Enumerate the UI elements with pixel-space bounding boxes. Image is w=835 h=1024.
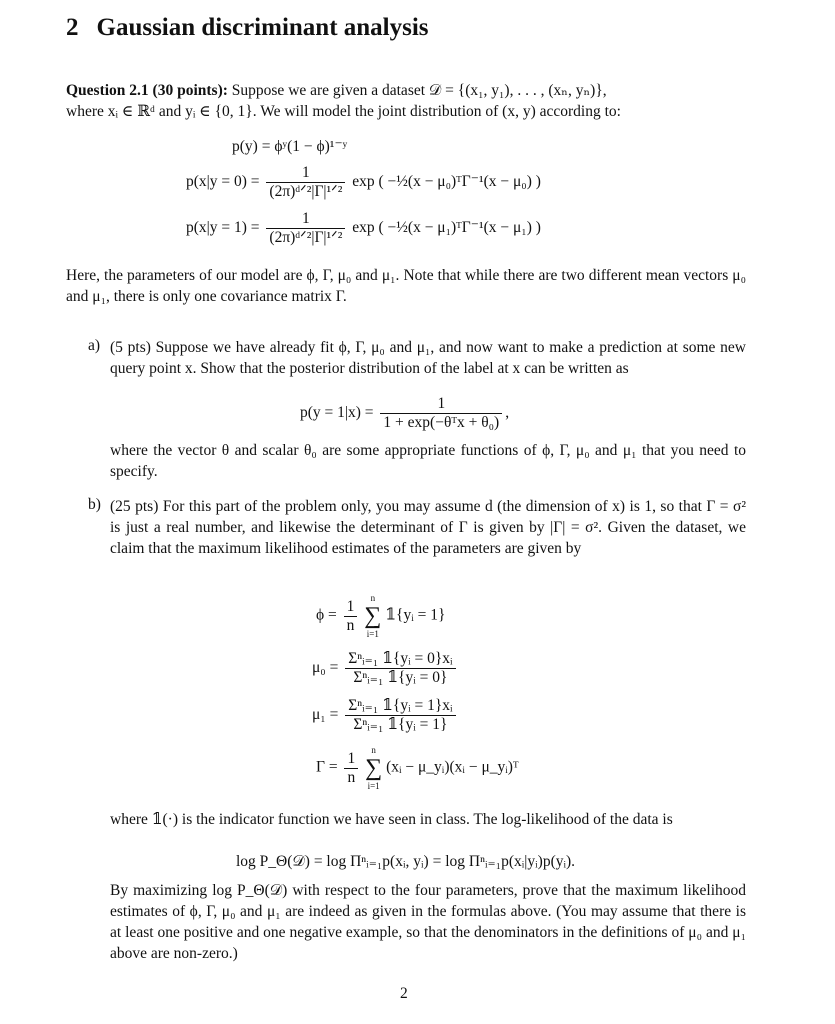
section-heading (66, 14, 429, 42)
part-a-label: a) (88, 337, 101, 354)
gamma-estimate (316, 744, 519, 792)
phi-rhs: 𝟙{yᵢ = 1} (385, 606, 446, 624)
part-b-text-3: By maximizing log P_Θ(𝒟) with respect to the four parameters, prove that the maximum likelihood estimates of ϕ, Γ, μ₀ and μ₁ are indeed as given in the formulas above. (You may assume that there is at least one positive and one negative example, so that the denominators in the definitions of μ₀ and μ₁ above are non-zero.) (110, 882, 746, 962)
phi-sum-bottom: i=1 (366, 629, 379, 639)
posterior-tail: , (505, 404, 510, 422)
posterior-lhs: p(y = 1|x) = (300, 404, 374, 422)
gamma-n: n (347, 768, 356, 786)
gamma-sigma-icon: ∑ (365, 755, 383, 781)
phi-sum-top: n (370, 593, 376, 603)
eq-y1-fraction (266, 210, 345, 247)
mu0-den: Σⁿᵢ₌₁ 𝟙{yᵢ = 0} (353, 669, 448, 686)
mu1-den: Σⁿᵢ₌₁ 𝟙{yᵢ = 1} (353, 716, 448, 733)
posterior-equation (300, 395, 509, 432)
part-a-text-1: (5 pts) Suppose we have already fit ϕ, Γ, μ₀ and μ₁, and now want to make a prediction at some new query point x. Show that the posterior distribution of the label at x can be written as (110, 339, 746, 377)
eq-y0-num: 1 (266, 164, 345, 183)
gamma-sum (365, 744, 382, 792)
eq-y0-rhs: exp ( −½(x − μ₀)ᵀΓ⁻¹(x − μ₀) ) (352, 173, 541, 191)
eq-y0-den: (2π)ᵈᐟ²|Γ|¹ᐟ² (269, 183, 343, 200)
mu1-fraction (345, 697, 455, 734)
equation-pxy0 (186, 164, 541, 201)
equation-py: p(y) = ϕʸ(1 − ϕ)¹⁻ʸ (232, 138, 348, 155)
eq-y1-num: 1 (266, 210, 345, 229)
eq-y1-den: (2π)ᵈᐟ²|Γ|¹ᐟ² (269, 229, 343, 246)
posterior-fraction (380, 395, 502, 432)
posterior-den: 1 + exp(−θᵀx + θ₀) (383, 414, 500, 431)
question-intro-1: Suppose we are given a dataset 𝒟 = {(x₁, y₁), . . . , (xₙ, yₙ)}, (231, 82, 607, 99)
phi-estimate (316, 592, 445, 640)
phi-sum (364, 592, 381, 640)
part-b-text-2: where 𝟙(·) is the indicator function we have seen in class. The log-likelihood of the data is (110, 811, 673, 828)
phi-sigma-icon: ∑ (364, 603, 382, 629)
phi-n: n (346, 616, 355, 634)
gamma-fraction (344, 750, 358, 787)
eq-y1-rhs: exp ( −½(x − μ₁)ᵀΓ⁻¹(x − μ₁) ) (352, 219, 541, 237)
question-intro-2: where xᵢ ∈ ℝᵈ and yᵢ ∈ {0, 1}. We will model the joint distribution of (x, y) according to: (66, 103, 621, 120)
part-b-text-1: (25 pts) For this part of the problem only, you may assume d (the dimension of x) is 1, so that Γ = σ² is just a real number, and likewise the determinant of Γ is given by |Γ| = σ². Given the dataset, we claim that the maximum likelihood estimates of the parameters are given by (110, 498, 746, 557)
loglikelihood-equation: log P_Θ(𝒟) = log Πⁿᵢ₌₁p(xᵢ, yᵢ) = log Πⁿᵢ₌₁p(xᵢ|yᵢ)p(yᵢ). (236, 853, 576, 870)
posterior-num: 1 (380, 395, 502, 414)
mu0-fraction (345, 650, 455, 687)
equation-pxy1 (186, 210, 541, 247)
section-title: Gaussian discriminant analysis (96, 14, 429, 41)
eq-y0-fraction (266, 164, 345, 201)
gamma-rhs: (xᵢ − μ_yᵢ)(xᵢ − μ_yᵢ)ᵀ (386, 758, 519, 776)
mu0-lhs: μ₀ = (312, 659, 339, 677)
gamma-one: 1 (344, 750, 358, 769)
gamma-sum-bottom: i=1 (367, 781, 380, 791)
mu0-estimate (312, 650, 459, 687)
part-b-label: b) (88, 496, 101, 513)
gamma-lhs: Γ = (316, 758, 338, 776)
mu1-lhs: μ₁ = (312, 706, 339, 724)
page-number: 2 (400, 985, 408, 1002)
phi-lhs: ϕ = (316, 606, 337, 624)
section-number: 2 (66, 14, 79, 41)
part-a-text-2: where the vector θ and scalar θ₀ are some appropriate functions of ϕ, Γ, μ₀ and μ₁ that you need to specify. (110, 442, 746, 480)
gamma-sum-top: n (371, 745, 376, 755)
mu1-estimate (312, 697, 459, 734)
eq-y0-lhs: p(x|y = 0) = (186, 173, 260, 191)
phi-one: 1 (344, 598, 358, 617)
params-text: Here, the parameters of our model are ϕ, Γ, μ₀ and μ₁. Note that while there are two different mean vectors μ₀ and μ₁, there is only one covariance matrix Γ. (66, 267, 746, 305)
eq-y1-lhs: p(x|y = 1) = (186, 219, 260, 237)
phi-fraction (344, 598, 358, 635)
mu1-num: Σⁿᵢ₌₁ 𝟙{yᵢ = 1}xᵢ (345, 697, 455, 716)
question-intro (66, 80, 746, 122)
question-label: Question 2.1 (30 points): (66, 82, 228, 99)
mu0-num: Σⁿᵢ₌₁ 𝟙{yᵢ = 0}xᵢ (345, 650, 455, 669)
